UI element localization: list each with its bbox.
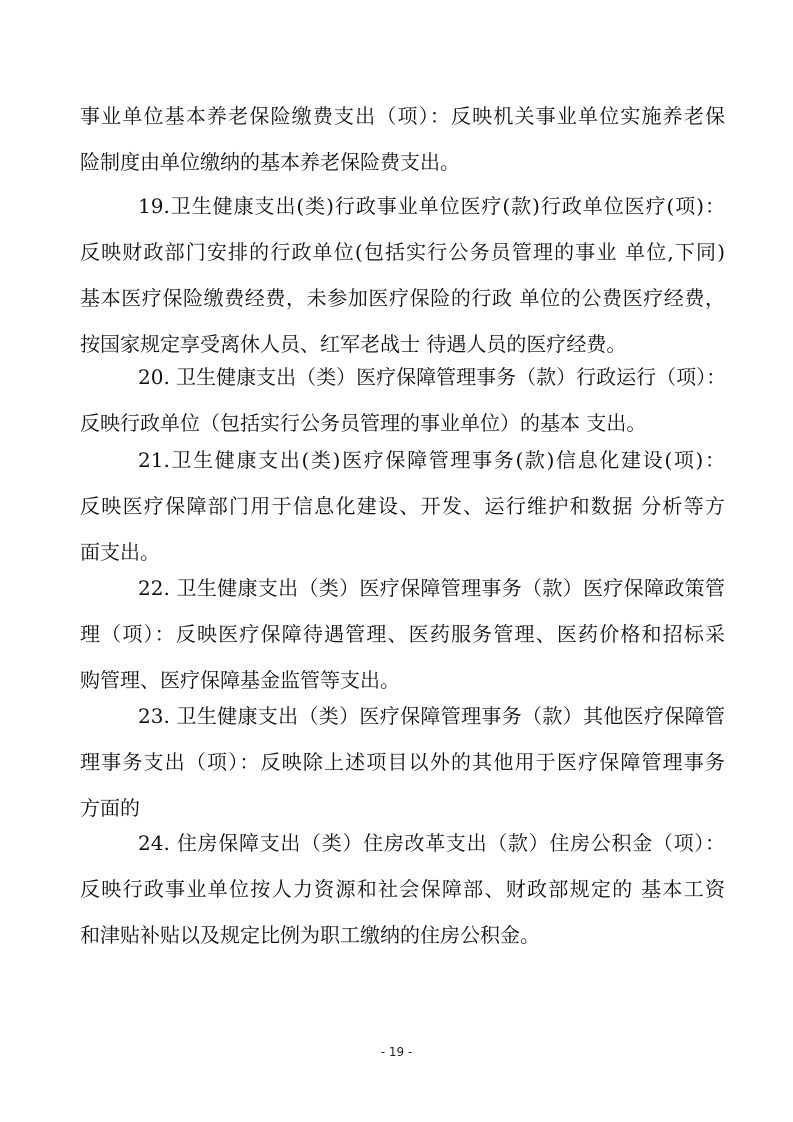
text-line: 方面的 bbox=[80, 796, 140, 820]
text-line: 面支出。 bbox=[80, 540, 160, 564]
text-line: 反映财政部门安排的行政单位(包括实行公务员管理的事业 单位,下同) bbox=[80, 240, 725, 264]
paragraph-item-23 bbox=[80, 693, 725, 831]
text-line: 反映行政单位（包括实行公务员管理的事业单位）的基本 支出。 bbox=[80, 411, 647, 435]
text-line: 23. 卫生健康支出（类）医疗保障管理事务（款）其他医疗保障管 bbox=[138, 704, 725, 728]
paragraph-item-22 bbox=[80, 565, 725, 703]
text-line: 20. 卫生健康支出（类）医疗保障管理事务（款）行政运行（项）： bbox=[138, 365, 727, 389]
text-line: 19.卫生健康支出(类)行政事业单位医疗(款)行政单位医疗(项)： bbox=[138, 194, 725, 218]
text-line: 按国家规定享受离休人员、红军老战士 待遇人员的医疗经费。 bbox=[80, 332, 627, 356]
text-line: 购管理、医疗保障基金监管等支出。 bbox=[80, 668, 400, 692]
text-line: 21.卫生健康支出(类)医疗保障管理事务(款)信息化建设(项)： bbox=[138, 448, 725, 472]
text-line: 理（项）：反映医疗保障待遇管理、医药服务管理、医药价格和招标采 bbox=[80, 622, 725, 646]
paragraph-item-19 bbox=[80, 183, 725, 367]
text-line: 22. 卫生健康支出（类）医疗保障管理事务（款）医疗保障政策管 bbox=[138, 576, 725, 600]
text-line: 反映医疗保障部门用于信息化建设、开发、运行维护和数据 分析等方 bbox=[80, 494, 725, 518]
text-line: 反映行政事业单位按人力资源和社会保障部、财政部规定的 基本工资 bbox=[80, 877, 725, 901]
paragraph-item-24 bbox=[80, 820, 725, 958]
paragraph-item-21 bbox=[80, 437, 725, 575]
text-line: 24. 住房保障支出（类）住房改革支出（款）住房公积金（项）： bbox=[138, 831, 725, 855]
page-number: - 19 - bbox=[380, 1045, 413, 1059]
paragraph-item-20 bbox=[80, 354, 725, 446]
text-line: 事业单位基本养老保险缴费支出（项）：反映机关事业单位实施养老保 bbox=[80, 104, 725, 128]
text-line: 基本医疗保险缴费经费，未参加医疗保险的行政 单位的公费医疗经费， bbox=[80, 286, 725, 310]
text-line: 险制度由单位缴纳的基本养老保险费支出。 bbox=[80, 150, 460, 174]
paragraph-1 bbox=[80, 93, 725, 185]
text-line: 理事务支出（项）：反映除上述项目以外的其他用于医疗保障管理事务 bbox=[80, 750, 725, 774]
text-line: 和津贴补贴以及规定比例为职工缴纳的住房公积金。 bbox=[80, 923, 540, 947]
